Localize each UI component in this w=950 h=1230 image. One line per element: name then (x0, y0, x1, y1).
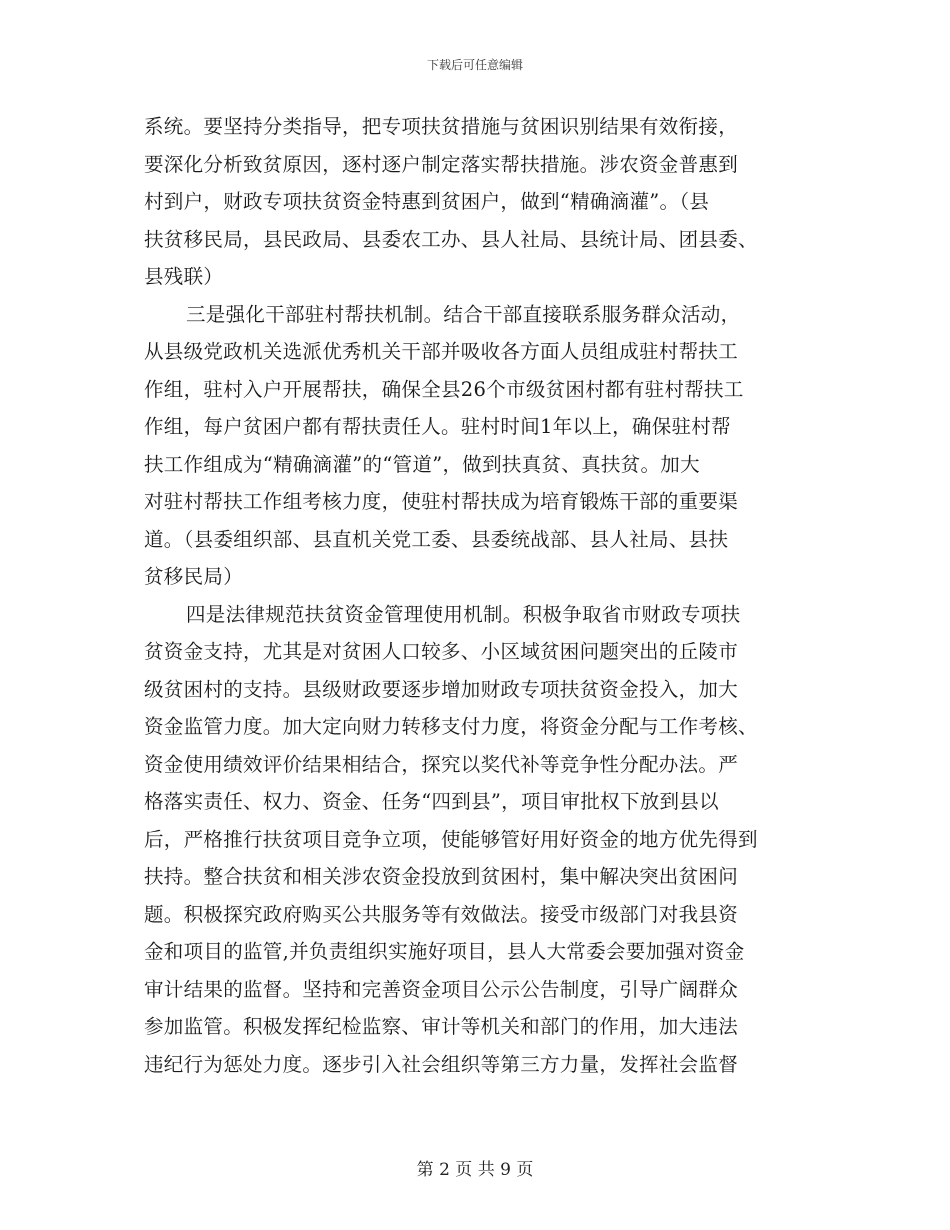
text-line: 参加监管。积极发挥纪检监察、审计等机关和部门的作用，加大违法 (144, 1015, 739, 1038)
text-line: 贫移民局） (144, 565, 244, 588)
text-line: 村到户，财政专项扶贫资金特惠到贫困户，做到“精确滴灌”。（县 (144, 190, 710, 213)
header-note: 下载后可任意编辑 (426, 58, 523, 72)
text-line: 作组，驻村入户开展帮扶，确保全县26个市级贫困村都有驻村帮扶工 (144, 377, 744, 401)
text-line: 级贫困村的支持。县级财政要逐步增加财政专项扶贫资金投入，加大 (144, 677, 739, 701)
text-line: 审计结果的监督。坚持和完善资金项目公示公告制度，引导广阔群众 (144, 977, 739, 1001)
text-line: 后，严格推行扶贫项目竞争立项，使能够管好用好资金的地方优先得到 (144, 827, 758, 851)
text-line: 题。积极探究政府购买公共服务等有效做法。接受市级部门对我县资 (144, 902, 739, 926)
text-line: 扶持。整合扶贫和相关涉农资金投放到贫困村，集中解决突出贫困问 (144, 865, 739, 888)
text-line: 资金监管力度。加大定向财力转移支付力度，将资金分配与工作考核、 (144, 715, 758, 738)
text-line: 金和项目的监管,并负责组织实施好项目，县人大常委会要加强对资金 (144, 940, 745, 963)
text-line: 对驻村帮扶工作组考核力度，使驻村帮扶成为培育锻炼干部的重要渠 (144, 490, 739, 513)
text-line: 资金使用绩效评价结果相结合，探究以奖代补等竞争性分配办法。严 (144, 752, 739, 776)
text-line: 违纪行为惩处力度。逐步引入社会组织等第三方力量，发挥社会监督 (144, 1052, 739, 1076)
text-line: 作组，每户贫困户都有帮扶责任人。驻村时间1年以上，确保驻村帮 (144, 415, 731, 438)
paragraph-start-line: 三是强化干部驻村帮扶机制。结合干部直接联系服务群众活动， (186, 302, 741, 326)
text-line: 县残联） (144, 265, 224, 288)
text-line: 从县级党政机关选派优秀机关干部并吸收各方面人员组成驻村帮扶工 (144, 340, 739, 363)
text-line: 贫资金支持，尤其是对贫困人口较多、小区域贫困问题突出的丘陵市 (144, 640, 739, 663)
page-number-footer: 第 2 页 共 9 页 (416, 1160, 534, 1180)
document-body (144, 108, 804, 1083)
text-line: 扶贫移民局，县民政局、县委农工办、县人社局、县统计局、团县委、 (144, 227, 758, 251)
paragraph-start-line: 四是法律规范扶贫资金管理使用机制。积极争取省市财政专项扶 (186, 602, 741, 626)
text-line: 扶工作组成为“精确滴灌”的“管道”，做到扶真贫、真扶贫。加大 (144, 452, 700, 476)
text-line: 道。（县委组织部、县直机关党工委、县委统战部、县人社局、县扶 (144, 527, 729, 551)
text-line: 系统。要坚持分类指导，把专项扶贫措施与贫困识别结果有效衔接， (144, 115, 739, 138)
text-line: 要深化分析致贫原因，逐村逐户制定落实帮扶措施。涉农资金普惠到 (144, 152, 739, 176)
text-line: 格落实责任、权力、资金、任务“四到县”，项目审批权下放到县以 (144, 790, 719, 813)
